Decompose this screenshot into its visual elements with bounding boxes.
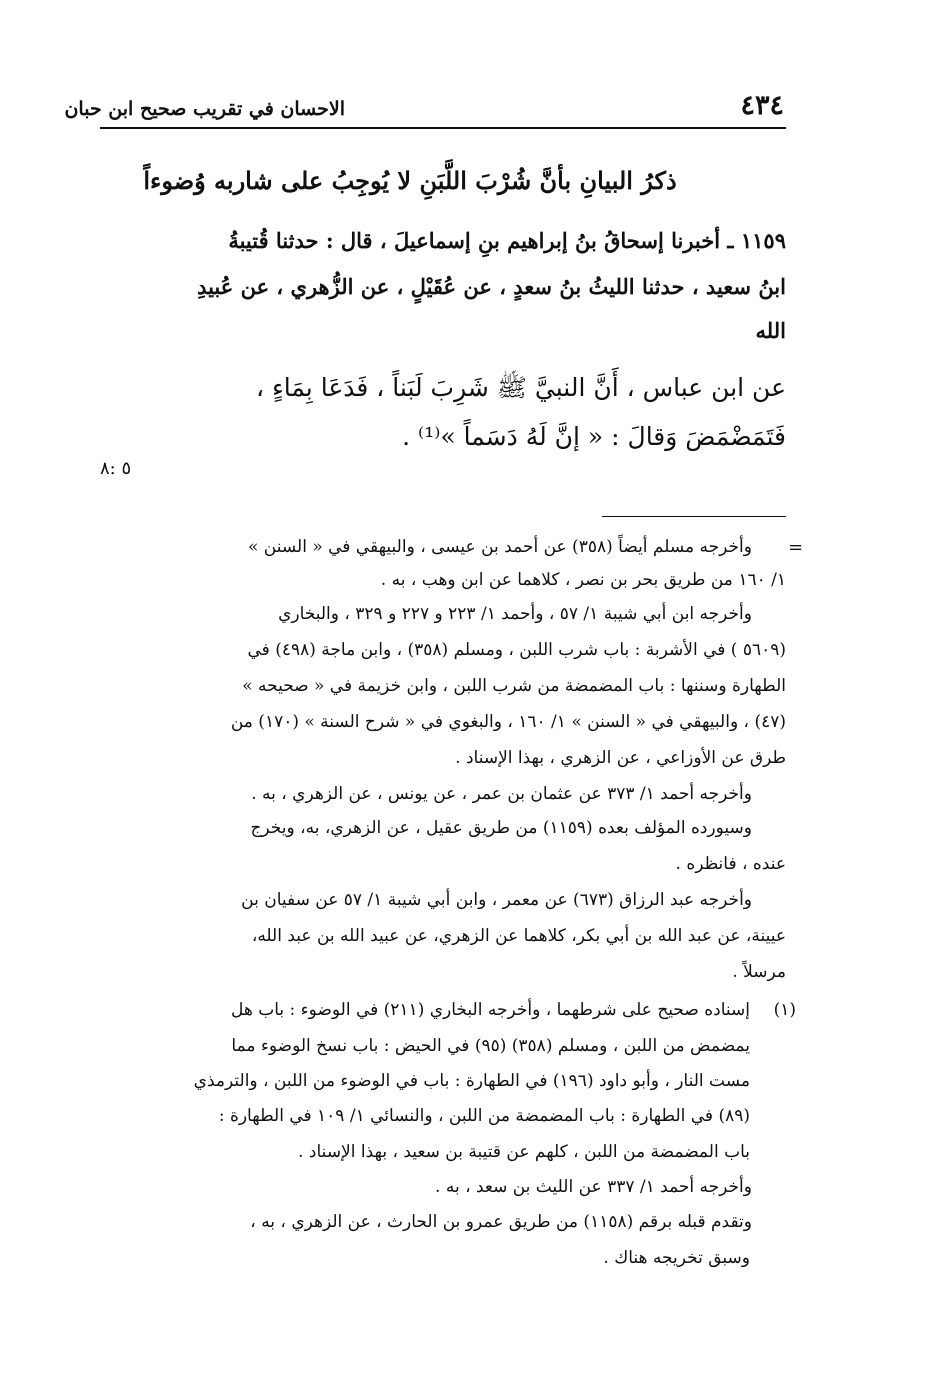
hadith-matn-line: عن ابن عباس ، أَنَّ النبيَّ ﷺ شَرِبَ لَبَناً ، فَدَعَا بِمَاءٍ ،	[255, 373, 786, 402]
page-number: ٤٣٤	[740, 90, 784, 121]
footnote-line: الطهارة وسننها : باب المضمضة من شرب اللبن ، وابن خزيمة في « صحيحه »	[242, 676, 786, 696]
footnote-line: عنده ، فانظره .	[675, 854, 786, 874]
footnote-line: عيينة، عن عبد الله بن أبي بكر، كلاهما عن الزهري، عن عبيد الله بن عبد الله،	[251, 926, 786, 946]
hadith-isnad-line: ١١٥٩ ـ أخبرنا إسحاقُ بنُ إبراهيم بنِ إسماعيلَ ، قال : حدثنا قُتيبةُ	[228, 228, 786, 253]
footnote-line: وأخرجه أحمد ١/ ٣٧٣ عن عثمان بن عمر ، عن يونس ، عن الزهري ، به .	[251, 784, 752, 804]
footnote-line: مست النار ، وأبو داود (١٩٦) في الطهارة : باب في الوضوء من اللبن ، والترمذي	[193, 1071, 750, 1091]
footnote-line: يمضمض من اللبن ، ومسلم (٣٥٨) (٩٥) في الحيض : باب نسخ الوضوء مما	[231, 1036, 750, 1056]
chapter-heading: ذكرُ البيانِ بأنَّ شُرْبَ اللَّبَنِ لا يُوجِبُ على شاربه وُضوءاً	[143, 166, 677, 195]
footnote-line: (٥٦٠٩ ) في الأشربة : باب شرب اللبن ، ومسلم (٣٥٨) ، وابن ماجة (٤٩٨) في	[247, 640, 786, 660]
footnote-continued-marker: =	[788, 537, 804, 558]
hadith-isnad-line: الله	[755, 318, 786, 343]
footnote-line: وسيورده المؤلف بعده (١١٥٩) من طريق عقيل ، عن الزهري، به، ويخرج	[250, 818, 752, 838]
hadith-matn-line: فَتَمَضْمَضَ وَقالَ : « إنَّ لَهُ دَسَماً »⁽¹⁾ .	[402, 422, 786, 451]
footnote-line: ١/ ١٦٠ من طريق بحر بن نصر ، كلاهما عن ابن وهب ، به .	[380, 570, 786, 590]
hadith-isnad-line: ابنُ سعيد ، حدثنا الليثُ بنُ سعدٍ ، عن عُقَيْلٍ ، عن الزُّهري ، عن عُبيدِ	[197, 274, 786, 299]
running-header-title: الاحسان في تقريب صحيح ابن حبان	[64, 98, 345, 120]
footnote-line: وأخرجه أحمد ١/ ٣٣٧ عن الليث بن سعد ، به .	[435, 1177, 752, 1197]
footnote-separator	[602, 516, 786, 517]
footnote-line: طرق عن الأوزاعي ، عن الزهري ، بهذا الإسناد .	[455, 748, 786, 768]
source-reference: ٥ :٨	[100, 458, 132, 479]
footnote-line: (٨٩) في الطهارة : باب المضمضة من اللبن ، والنسائي ١/ ١٠٩ في الطهارة :	[218, 1106, 750, 1126]
footnote-number: (١)	[773, 1000, 796, 1020]
footnote-line: (٤٧) ، والبيهقي في « السنن » ١/ ١٦٠ ، والبغوي في « شرح السنة » (١٧٠) من	[230, 712, 786, 732]
header-divider	[100, 127, 786, 129]
footnote-line: مرسلاً .	[732, 962, 786, 982]
footnote-line: باب المضمضة من اللبن ، كلهم عن قتيبة بن سعيد ، بهذا الإسناد .	[298, 1142, 750, 1162]
footnote-line: وأخرجه ابن أبي شيبة ١/ ٥٧ ، وأحمد ١/ ٢٢٣ و ٢٢٧ و ٣٢٩ ، والبخاري	[278, 604, 752, 624]
footnote-line: وسبق تخريجه هناك .	[603, 1248, 750, 1268]
footnote-line: وتقدم قبله برقم (١١٥٨) من طريق عمرو بن الحارث ، عن الزهري ، به ،	[250, 1212, 752, 1232]
footnote-line: وأخرجه عبد الرزاق (٦٧٣) عن معمر ، وابن أبي شيبة ١/ ٥٧ عن سفيان بن	[241, 890, 752, 910]
footnote-line: وأخرجه مسلم أيضاً (٣٥٨) عن أحمد بن عيسى ، والبيهقي في « السنن »	[247, 537, 752, 557]
footnote-line: إسناده صحيح على شرطهما ، وأخرجه البخاري (٢١١) في الوضوء : باب هل	[230, 1000, 750, 1020]
